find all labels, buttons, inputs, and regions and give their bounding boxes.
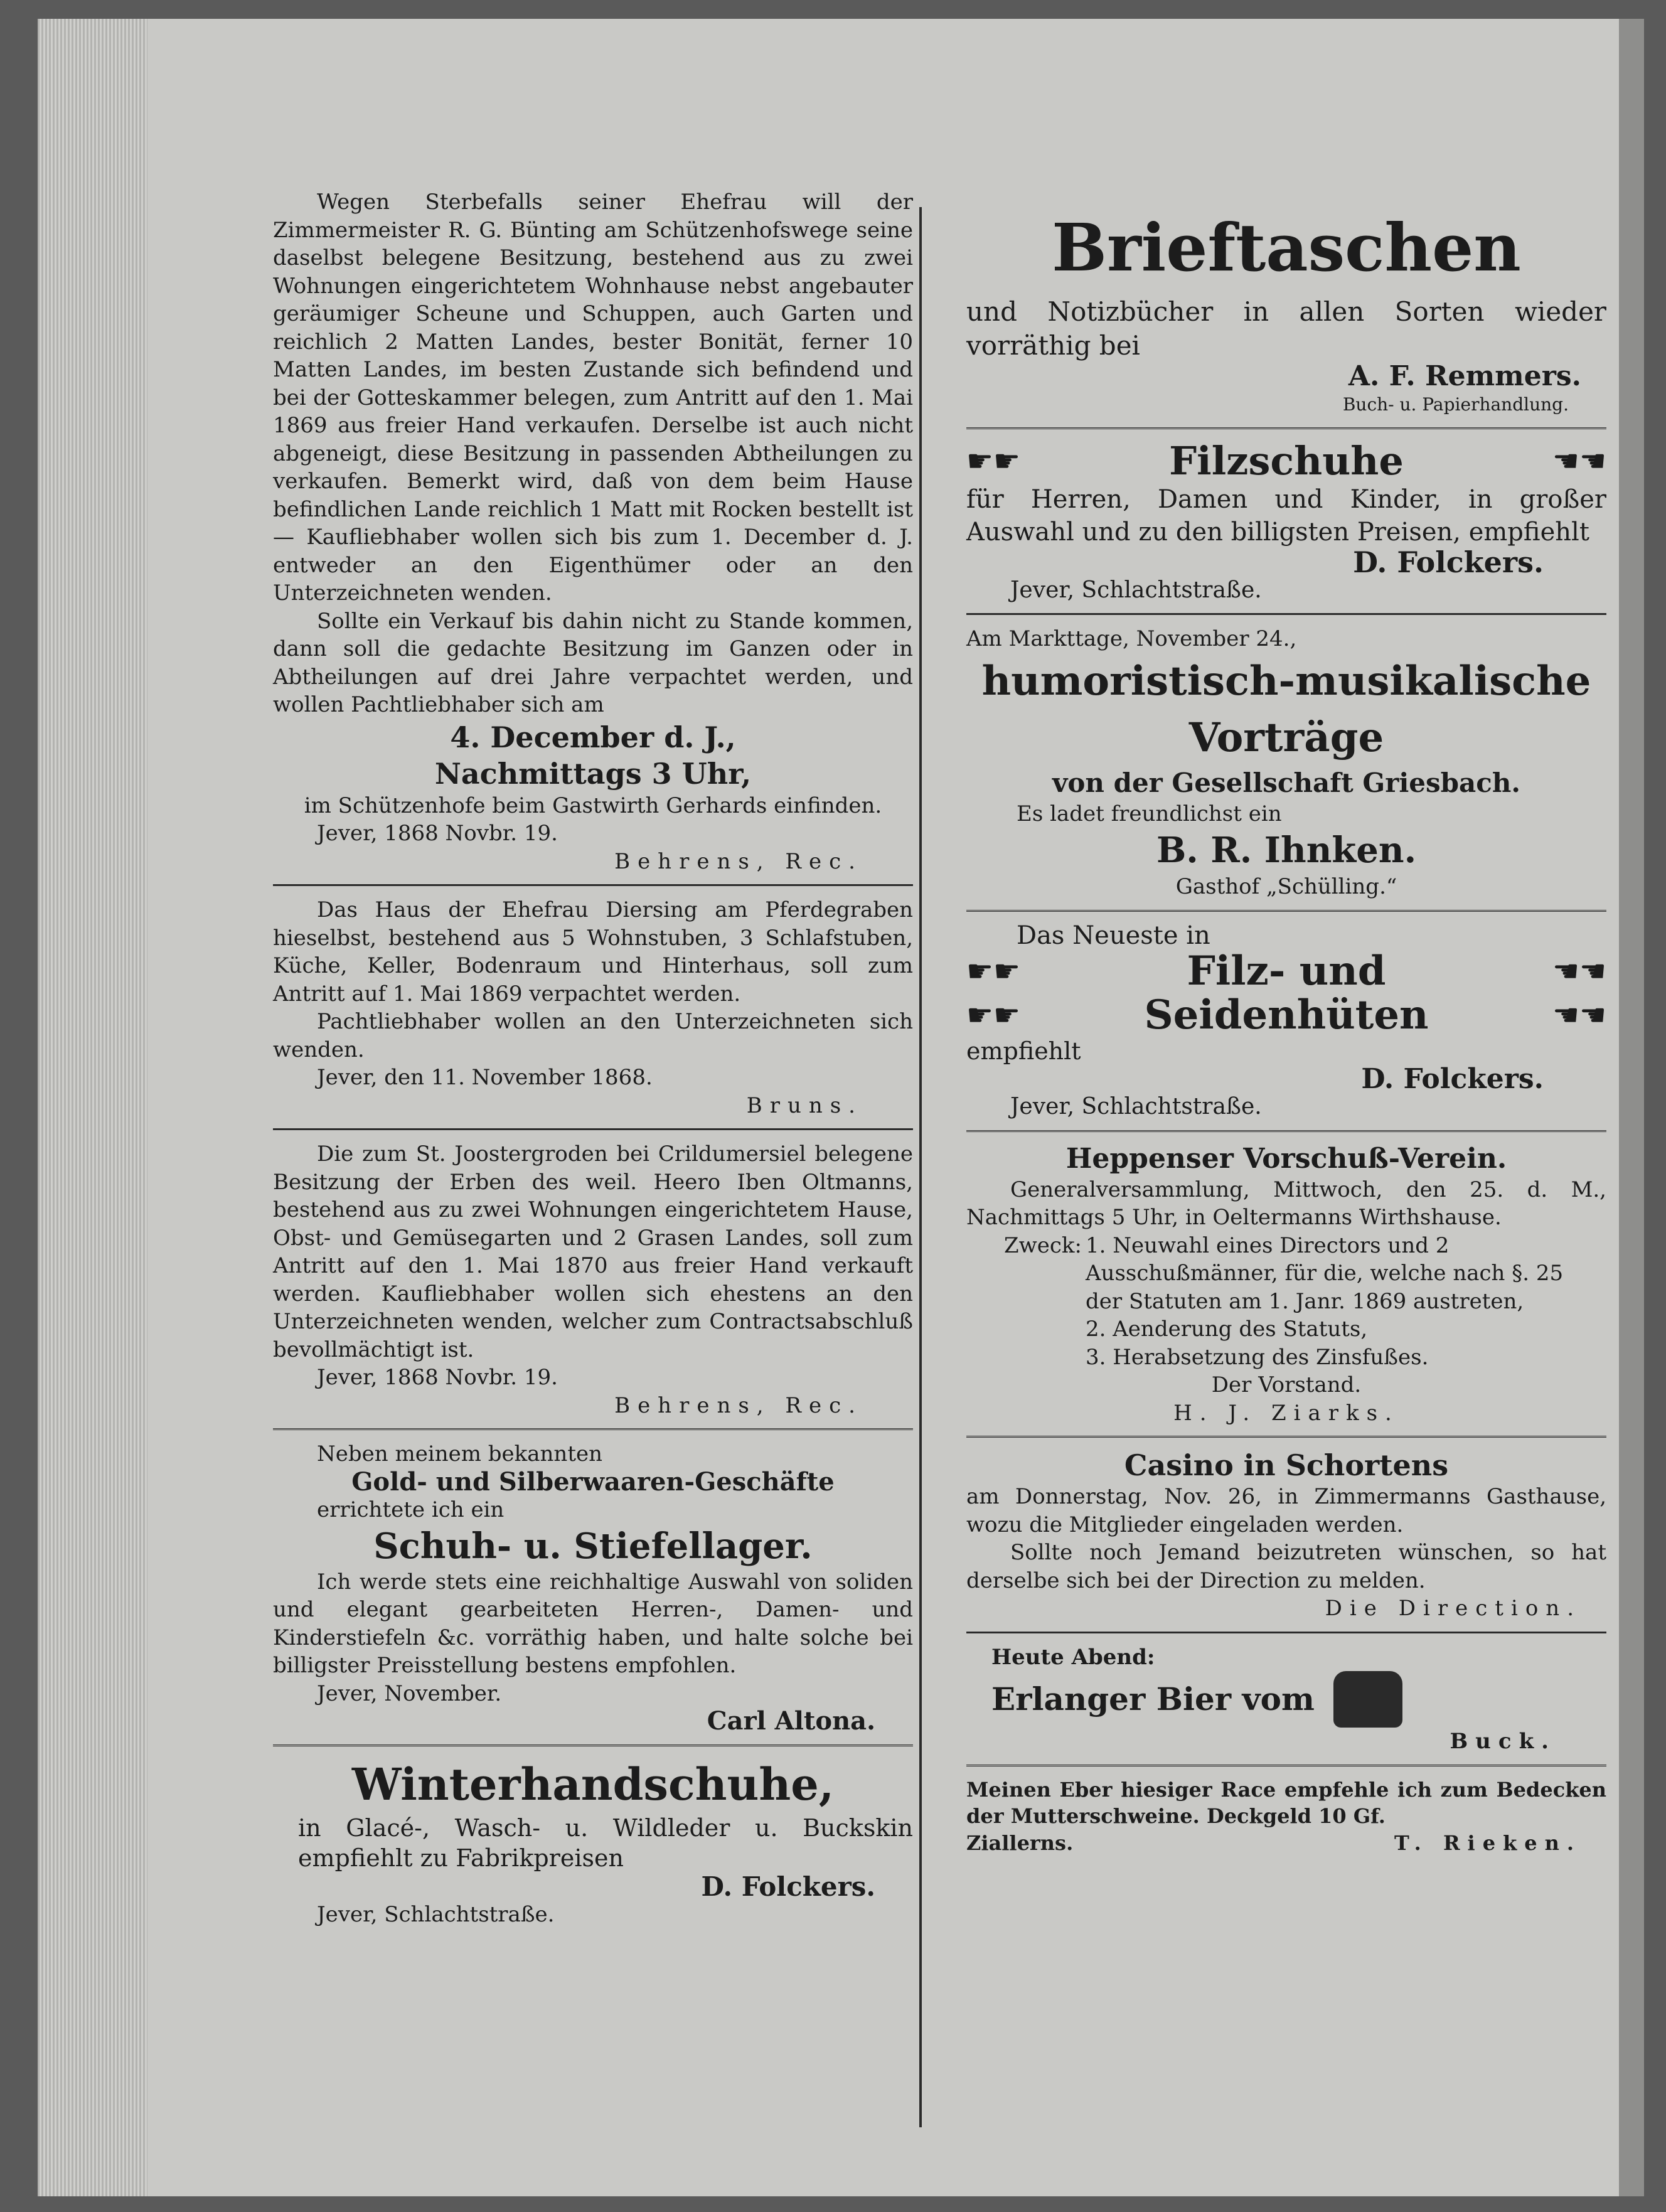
list-item: 3. Herabsetzung des Zinsfußes.	[1086, 1344, 1429, 1370]
ad-brieftaschen	[966, 188, 1606, 419]
ad-footer-row	[966, 1829, 1606, 1857]
ad-signature: D. Folckers.	[701, 1871, 875, 1902]
ad-dateline: Jever, 1868 Novbr. 19.	[317, 1365, 558, 1390]
pointing-hand-left-icon: ☚☚	[1552, 954, 1606, 989]
ad-body: Die zum St. Joostergroden bei Crildumersiel belegene Besitzung der Erben des weil. Heero Iben Oltmanns, bestehend aus zu zwei Wohnungen eingerichtetem Hause, Obst- und Gemüsegarten und 2 Grasen Landes, soll zum Antritt auf den 1. Mai 1870 aus freier Hand verkauft werden. Kaufliebhaber wollen sich ehestens an den Unterzeichneten wenden, welcher zum Contractsabschluß bevollmächtigt ist.	[273, 1141, 913, 1362]
ad-erlanger-bier	[966, 1643, 1606, 1756]
ad-headline: Filzschuhe	[1169, 438, 1404, 484]
pointing-hand-left-icon: ☚☚	[1552, 444, 1606, 479]
ad-headline: Erlanger Bier vom	[991, 1680, 1315, 1718]
ad-separator	[966, 1632, 1606, 1633]
ad-place: im Schützenhofe beim Gastwirth Gerhards einfinden.	[304, 793, 882, 818]
ad-separator	[966, 1130, 1606, 1132]
ad-body-2: Pachtliebhaber wollen an den Unterzeichneten sich wenden.	[273, 1009, 913, 1062]
ad-body: und Notizbücher in allen Sorten wieder vorräthig bei	[966, 296, 1606, 361]
ad-casino	[966, 1448, 1606, 1623]
ad-signature: Behrens, Rec.	[614, 1392, 863, 1418]
ad-headline-row-1	[966, 949, 1606, 993]
ad-address: Jever, Schlachtstraße.	[1010, 1094, 1262, 1119]
pointing-hand-right-icon: ☛☛	[966, 444, 1021, 479]
ad-dateline: Jever, 1868 Novbr. 19.	[317, 821, 558, 846]
ad-altona	[273, 1440, 913, 1736]
ad-board: Der Vorstand.	[1211, 1372, 1362, 1397]
ad-oltmanns	[273, 1140, 913, 1419]
ad-vortraege	[966, 625, 1606, 901]
beer-keg-icon	[1333, 1671, 1402, 1728]
ad-seidenhueten	[966, 922, 1606, 1121]
right-column	[966, 188, 1606, 1857]
ad-intro: Neben meinem bekannten	[317, 1441, 602, 1467]
pointing-hand-right-icon: ☛☛	[966, 998, 1021, 1033]
ad-invite: Es ladet freundlichst ein	[1017, 801, 1282, 826]
ad-address: Jever, Schlachtstraße.	[317, 1902, 555, 1927]
ad-headline: Brieftaschen	[1052, 209, 1521, 286]
ad-time: Nachmittags 3 Uhr,	[434, 756, 752, 791]
ad-line: von der Gesellschaft Griesbach.	[1052, 767, 1520, 798]
ad-line-2: errichtete ich ein	[317, 1497, 505, 1522]
ad-purpose	[966, 1232, 1606, 1372]
ad-headline-2: Vorträge	[1188, 713, 1384, 761]
ad-signature: A. F. Remmers.	[1348, 360, 1581, 392]
ad-headline-row	[966, 1671, 1606, 1728]
ad-headline-row	[966, 439, 1606, 483]
ad-signature: D. Folckers.	[1361, 1062, 1544, 1095]
newspaper-page	[38, 19, 1644, 2196]
ad-separator	[273, 1428, 913, 1430]
ad-headline-2: Seidenhüten	[1144, 991, 1429, 1039]
list-item: 1. Neuwahl eines Directors und 2 Ausschußmänner, für die, welche nach §. 25 der Statuten am 1. Janr. 1869 austreten,	[1086, 1232, 1564, 1314]
ad-diersing	[273, 896, 913, 1119]
ad-signature: Buck.	[1450, 1729, 1556, 1754]
ad-body: in Glacé-, Wasch- u. Wildleder u. Buckskin empfiehlt zu Fabrikpreisen	[298, 1814, 913, 1872]
ad-headline: Heppenser Vorschuß-Verein.	[1065, 1142, 1507, 1175]
page-spine	[1619, 19, 1644, 2196]
page-edge-stack	[38, 19, 147, 2196]
pointing-hand-right-icon: ☛☛	[966, 954, 1021, 989]
ad-address: Jever, Schlachtstraße.	[1010, 577, 1262, 603]
ad-place: Ziallerns.	[966, 1830, 1074, 1855]
ad-dateline: Jever, den 11. November 1868.	[317, 1065, 653, 1090]
ad-headline: Schuh- u. Stiefellager.	[373, 1525, 813, 1567]
ad-body: Meinen Eber hiesiger Race empfehle ich zum Bedecken der Mutterschweine. Deckgeld 10 Gf.	[966, 1777, 1606, 1828]
ad-signature: H. J. Ziarks.	[1173, 1400, 1399, 1426]
ad-body: Generalversammlung, Mittwoch, den 25. d. M., Nachmittags 5 Uhr, in Oeltermanns Wirthshause.	[966, 1177, 1606, 1230]
ad-separator	[273, 1128, 913, 1130]
ad-body: Wegen Sterbefalls seiner Ehefrau will der Zimmermeister R. G. Bünting am Schützenhofswege seine daselbst belegene Besitzung, bestehend aus zu zwei Wohnungen eingerichtetem Wohnhause nebst angebauter geräumiger Scheune und Schuppen, auch Garten und reichlich 2 Matten Landes, bester Bonität, ferner 10 Matten Landes, im besten Zustande sich befindend und bei der Gotteskammer belegen, zum Antritt auf den 1. Mai 1869 aus freier Hand verkaufen. Derselbe ist auch nicht abgeneigt, diese Besitzung in passenden Abtheilungen zu verkaufen. Bemerkt wird, daß von dem beim Hause befindlichen Lande reichlich 1 Matt mit Rocken bestellt ist — Kaufliebhaber wollen sich bis zum 1. December d. J. entweder an den Eigenthümer oder an den Unterzeichneten wenden.	[273, 190, 913, 606]
ad-body: am Donnerstag, Nov. 26, in Zimmermanns Gasthause, wozu die Mitglieder eingeladen werden.	[966, 1484, 1606, 1537]
ad-signature: T. Rieken.	[1394, 1830, 1581, 1855]
ad-body: Das Haus der Ehefrau Diersing am Pferdegraben hieselbst, bestehend aus 5 Wohnstuben, 3 Schlafstuben, Küche, Keller, Bodenraum und Hinterhaus, soll zum Antritt auf 1. Mai 1869 verpachtet werden.	[273, 897, 913, 1007]
ad-body: empfiehlt	[966, 1037, 1081, 1065]
ad-intro: Das Neueste in	[1017, 921, 1210, 950]
ad-headline-1: humoristisch-musikalische	[981, 657, 1591, 705]
ad-separator	[273, 1744, 913, 1746]
ad-signature: B. R. Ihnken.	[1156, 830, 1417, 871]
ad-separator	[966, 1765, 1606, 1766]
ad-intro: Heute Abend:	[991, 1644, 1155, 1670]
ad-sub: Gasthof „Schülling.“	[1175, 874, 1397, 899]
ad-body: für Herren, Damen und Kinder, in großer Auswahl und zu den billigsten Preisen, empfiehlt	[966, 485, 1606, 547]
pointing-hand-left-icon: ☚☚	[1552, 998, 1606, 1033]
left-column	[273, 188, 913, 1929]
ad-buenting	[273, 188, 913, 875]
ad-separator	[966, 1436, 1606, 1438]
list-item: 2. Aenderung des Statuts,	[1086, 1317, 1368, 1342]
ad-signature: Behrens, Rec.	[614, 848, 863, 874]
ad-line-1: Gold- und Silberwaaren-Geschäfte	[351, 1467, 835, 1497]
ad-dateline: Jever, November.	[317, 1680, 502, 1706]
ad-body: Ich werde stets eine reichhaltige Auswahl von soliden und elegant gearbeiteten Herren-, Damen- und Kinderstiefeln &c. vorräthig haben, und halte solche bei billigster Preisstellung bestens empfohlen.	[273, 1569, 913, 1678]
ad-separator	[273, 884, 913, 886]
ad-sub: Buch- u. Papierhandlung.	[1342, 393, 1569, 415]
ad-date: 4. December d. J.,	[450, 720, 736, 754]
ad-headline: Winterhandschuhe,	[351, 1758, 835, 1810]
ad-body-2: Sollte noch Jemand beizutreten wünschen, so hat derselbe sich bei der Direction zu melden.	[966, 1540, 1606, 1593]
ad-signature: D. Folckers.	[1353, 545, 1544, 579]
ad-filzschuhe	[966, 439, 1606, 604]
ad-headline: Casino in Schortens	[1124, 1448, 1449, 1482]
ad-headline-row-2	[966, 993, 1606, 1037]
ad-eber	[966, 1777, 1606, 1857]
column-divider	[919, 207, 922, 2127]
ad-vorschuss-verein	[966, 1142, 1606, 1428]
ad-body-2: Sollte ein Verkauf bis dahin nicht zu Stande kommen, dann soll die gedachte Besitzung im Ganzen oder in Abtheilungen auf drei Jahre verpachtet werden, und wollen Pachtliebhaber sich am	[273, 608, 913, 717]
ad-signature: Die Direction.	[1325, 1596, 1581, 1621]
ad-separator	[966, 613, 1606, 615]
ad-purpose-list	[1086, 1232, 1606, 1372]
ad-headline-1: Filz- und	[1187, 948, 1386, 995]
ad-signature: Bruns.	[746, 1093, 863, 1118]
ad-signature: Carl Altona.	[707, 1706, 875, 1736]
ad-intro: Am Markttage, November 24.,	[966, 626, 1297, 651]
ad-separator	[966, 910, 1606, 912]
ad-winterhandschuhe	[273, 1756, 913, 1929]
ad-purpose-label: Zweck:	[1004, 1232, 1082, 1258]
ad-separator	[966, 427, 1606, 429]
